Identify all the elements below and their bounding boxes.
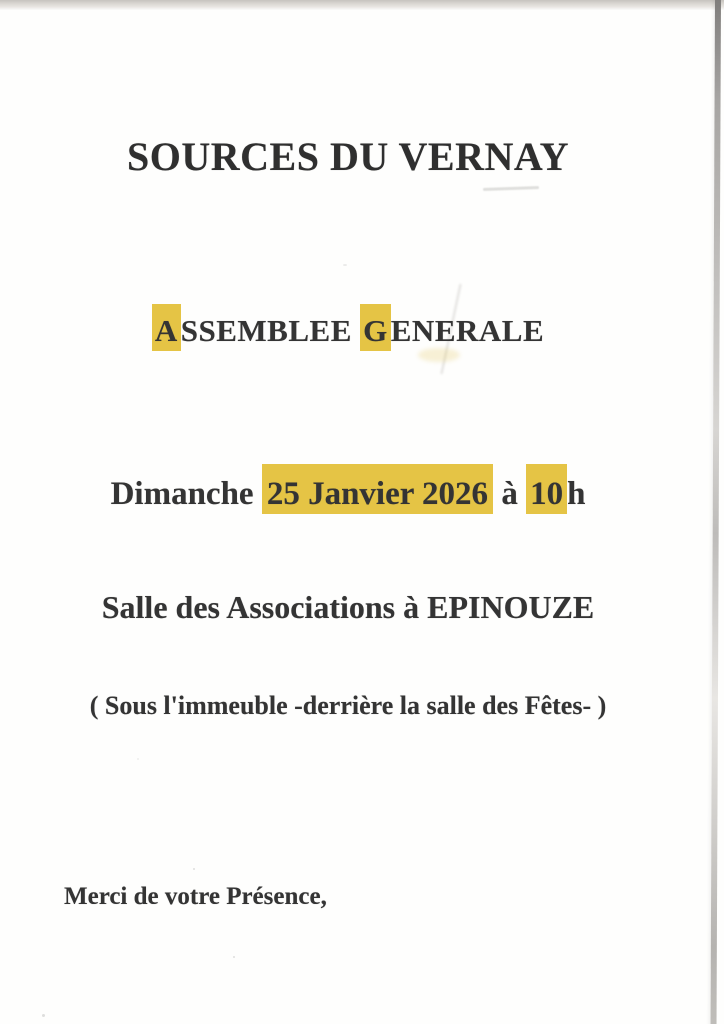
highlighted-date: 25 Janvier 2026 bbox=[262, 464, 493, 514]
assembly-general-heading bbox=[0, 315, 696, 346]
highlighter-residue-mark bbox=[418, 348, 460, 362]
meeting-date-line bbox=[0, 478, 696, 511]
document-title: SOURCES DU VERNAY bbox=[127, 134, 569, 179]
scan-speck bbox=[42, 1014, 45, 1017]
date-connector: à bbox=[493, 476, 527, 512]
scan-speck bbox=[193, 868, 195, 870]
highlighted-time: 10 bbox=[526, 464, 567, 514]
venue-line: Salle des Associations à EPINOUZE bbox=[101, 589, 595, 625]
venue-detail-line: ( Sous l'immeuble -derrière la salle des Fêtes- ) bbox=[89, 691, 607, 720]
scan-smudge-artifact bbox=[483, 186, 539, 191]
scan-right-edge-artifact bbox=[710, 0, 721, 1024]
scan-speck bbox=[343, 264, 347, 266]
highlighted-initial-a: A bbox=[152, 304, 181, 351]
time-suffix: h bbox=[567, 476, 586, 512]
assembly-heading-text-2: ENERALE bbox=[390, 313, 545, 348]
closing-line: Merci de votre Présence, bbox=[64, 883, 327, 910]
scan-speck bbox=[137, 758, 139, 760]
assembly-heading-text-1: SSEMBLEE bbox=[180, 313, 361, 348]
highlighted-initial-g: G bbox=[360, 304, 391, 351]
scan-speck bbox=[233, 956, 235, 958]
scan-top-edge-artifact bbox=[0, 0, 724, 10]
date-prefix: Dimanche bbox=[110, 476, 262, 512]
